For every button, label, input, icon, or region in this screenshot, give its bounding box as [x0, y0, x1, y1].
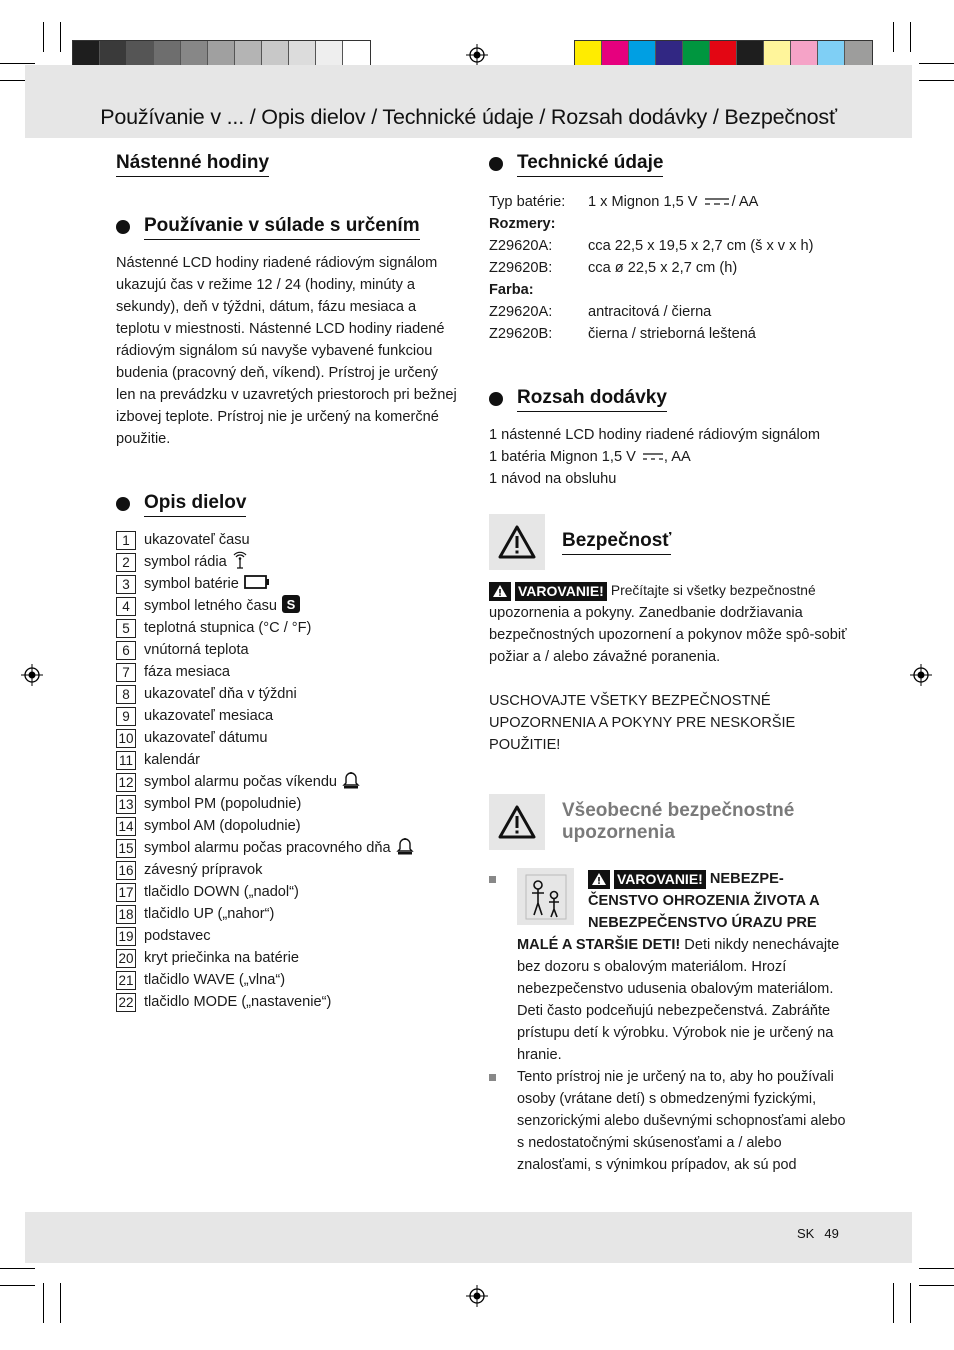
part-item [116, 551, 461, 573]
section-heading-intended [116, 213, 461, 240]
bullet-square-icon [489, 1074, 496, 1081]
general-safety-heading-block [489, 794, 849, 852]
part-label: ukazovateľ času [144, 532, 250, 548]
spec-value [588, 191, 758, 213]
part-label: teplotná stupnica (°C / °F) [144, 620, 312, 636]
part-item [116, 595, 461, 617]
part-number: 6 [116, 641, 136, 660]
dc-symbol-icon [704, 197, 730, 207]
warning-triangle-box [489, 794, 545, 850]
crop-mark [60, 22, 61, 52]
safety-warning [489, 580, 849, 668]
part-item [116, 903, 461, 925]
part-item [116, 661, 461, 683]
part-number: 2 [116, 553, 136, 572]
section-heading-delivery [489, 385, 849, 412]
part-number: 20 [116, 949, 136, 968]
part-label: vnútorná teplota [144, 642, 249, 658]
left-column [116, 150, 461, 1013]
part-item [116, 639, 461, 661]
delivery-item: 1 návod na obsluhu [489, 471, 617, 487]
section-heading-parts [116, 490, 461, 517]
spec-row-battery [489, 191, 849, 213]
crop-mark [910, 22, 911, 52]
spec-value-part: 1 x Mignon 1,5 V [588, 194, 698, 210]
crop-mark [893, 22, 894, 52]
warning-badge-triangle [489, 582, 511, 601]
crop-mark [893, 1283, 894, 1323]
spec-key: Z29620B: [489, 260, 553, 276]
bullet-dot-icon [489, 157, 503, 171]
heading-intended-use: Používanie v súlade s určením [144, 213, 420, 240]
part-number: 3 [116, 575, 136, 594]
bullet-text: Tento prístroj nie je určený na to, aby ho používali osoby (vrátane detí) s obmedzenými fyzickými, senzorickými alebo duševnými schopnosťami alebo s nedostatočnými skúsenosťami a / alebo znalosťami, s výnimkou prípadov, ak sú pod [517, 1069, 846, 1173]
part-label: symbol alarmu počas víkendu [144, 774, 338, 790]
part-number: 4 [116, 597, 136, 616]
safety-bullet-persons [489, 1066, 849, 1176]
heading-delivery: Rozsah dodávky [517, 385, 667, 412]
registration-mark-icon [466, 1285, 488, 1307]
bullet-text: Deti nikdy nenechávajte bez dozoru s obalovým materiálom. Hrozí nebezpečenstvo udusenia obalovým materiálom. Deti často podceňujú nebezpečenstvá. Zabráňte prístupu detí k výrobku. Výrobok nie je určený na hranie. [517, 937, 840, 1063]
part-label: kryt priečinka na batérie [144, 950, 299, 966]
bullet-dot-icon [116, 497, 130, 511]
warning-triangle-icon [497, 804, 537, 840]
spec-value: cca 22,5 x 19,5 x 2,7 cm (š x v x h) [588, 238, 814, 254]
part-item [116, 991, 461, 1013]
part-label: kalendár [144, 752, 200, 768]
spec-key: Typ batérie: [489, 194, 566, 210]
child-warning-pictogram [517, 868, 574, 925]
part-item [116, 969, 461, 991]
part-item [116, 947, 461, 969]
part-number: 1 [116, 531, 136, 550]
part-label: tlačidlo UP („nahor“) [144, 906, 275, 922]
crop-mark [0, 1285, 35, 1286]
crop-mark [919, 1285, 954, 1286]
page-title: Používanie v ... / Opis dielov / Technické údaje / Rozsah dodávky / Bezpečnosť [100, 105, 837, 129]
part-label: tlačidlo DOWN („nadol“) [144, 884, 299, 900]
part-item [116, 749, 461, 771]
part-item [116, 705, 461, 727]
dc-symbol-icon [642, 452, 664, 462]
part-item [116, 815, 461, 837]
part-label: symbol batérie [144, 576, 239, 592]
part-item [116, 573, 461, 595]
spec-value: antracitová / čierna [588, 304, 712, 320]
part-label: symbol AM (dopoludnie) [144, 818, 301, 834]
part-item [116, 837, 461, 859]
heading-safety: Bezpečnosť [562, 528, 671, 555]
part-number: 8 [116, 685, 136, 704]
radio-tower-icon [232, 551, 248, 573]
part-number: 11 [116, 751, 136, 770]
heading-parts: Opis dielov [144, 490, 246, 517]
part-number: 14 [116, 817, 136, 836]
footer-lang: SK [797, 1226, 815, 1241]
part-item [116, 881, 461, 903]
main-heading: Nástenné hodiny [116, 150, 269, 177]
intended-use-text: Nástenné LCD hodiny riadené rádiovým signálom ukazujú čas v režime 12 / 24 (hodiny, minúty a sekundy), deň v týždni, dátum, fázu mesiaca a teplotu v miestnosti. Nástenné LCD hodiny riadené rádiovým signálom sú navyše vybavené funkciou budenia (pracovný deň, víkend). Prístroj je určený len na prevádzku v uzavretých priestoroch pri bežnej izbovej teplote. Prístroj nie je určený na komerčné použitie. [116, 255, 457, 447]
spec-key: Z29620A: [489, 304, 553, 320]
part-label: ukazovateľ mesiaca [144, 708, 274, 724]
warning-small-icon [591, 872, 607, 886]
battery-icon [244, 575, 270, 593]
color-rows [489, 301, 849, 345]
delivery-item: 1 nástenné LCD hodiny riadené rádiovým signálom [489, 427, 820, 443]
part-number: 5 [116, 619, 136, 638]
spec-group-label: Rozmery: [489, 216, 556, 232]
spec-value: čierna / strieborná leštená [588, 326, 756, 342]
right-column [489, 150, 849, 1176]
part-item [116, 683, 461, 705]
warning-small-icon [492, 584, 508, 598]
part-label: symbol letného času [144, 598, 278, 614]
crop-mark [919, 63, 954, 64]
part-number: 22 [116, 993, 136, 1012]
keep-instructions-text: USCHOVAJTE VŠETKY BEZPEČNOSTNÉ UPOZORNENIA A POKYNY PRE NESKORŠIE POUŽITIE! [489, 693, 796, 753]
main-heading-wrap [116, 150, 461, 177]
part-number: 12 [116, 773, 136, 792]
part-item [116, 529, 461, 551]
part-label: tlačidlo MODE („nastavenie“) [144, 994, 332, 1010]
part-number: 18 [116, 905, 136, 924]
crop-mark [919, 1268, 954, 1269]
crop-mark [0, 63, 35, 64]
alarm-workday-icon [396, 837, 414, 859]
spec-row [489, 257, 849, 279]
warning-text-rest: upozornenia a pokyny. Zanedbanie dodržiavania bezpečnostných upozornení a pokynov môže spô-sobiť požiar a / alebo závažné poranenia. [489, 605, 847, 665]
part-label: symbol rádia [144, 554, 227, 570]
part-item [116, 617, 461, 639]
warning-triangle-box [489, 514, 545, 570]
spec-row [489, 323, 849, 345]
spec-row-color-label [489, 279, 849, 301]
part-number: 9 [116, 707, 136, 726]
spec-value-part: / AA [731, 194, 759, 210]
warning-label: VAROVANIE! [614, 870, 706, 889]
spec-value: cca ø 22,5 x 2,7 cm (h) [588, 260, 738, 276]
part-number: 13 [116, 795, 136, 814]
part-label: symbol alarmu počas pracovného dňa [144, 840, 391, 856]
warning-triangle-icon [497, 524, 537, 560]
part-item [116, 925, 461, 947]
crop-mark [0, 1268, 35, 1269]
dims-rows [489, 235, 849, 279]
part-label: tlačidlo WAVE („vlna“) [144, 972, 286, 988]
warning-badge-triangle [588, 870, 610, 889]
tech-specs [489, 191, 849, 345]
safety-bullet-children [489, 868, 849, 1066]
warning-badge [588, 870, 706, 889]
warning-badge [489, 582, 607, 601]
page-footer [797, 1226, 839, 1241]
delivery-item-part: 1 batéria Mignon 1,5 V [489, 449, 636, 465]
bullet-dot-icon [116, 220, 130, 234]
spec-key: Z29620A: [489, 238, 553, 254]
parts-list [116, 529, 461, 1013]
crop-mark [43, 1283, 44, 1323]
delivery-item-part: , AA [663, 449, 691, 465]
s-box-icon [282, 595, 300, 617]
spec-group-label: Farba: [489, 282, 534, 298]
registration-mark-icon [466, 44, 488, 66]
alarm-weekend-icon [342, 771, 360, 793]
delivery-item [489, 446, 849, 468]
part-item [116, 793, 461, 815]
part-label: podstavec [144, 928, 211, 944]
footer-band [25, 1212, 912, 1263]
warning-text-first: Prečítajte si všetky bezpečnostné [610, 583, 816, 598]
svg-text:S: S [286, 597, 296, 612]
part-label: závesný prípravok [144, 862, 263, 878]
part-number: 19 [116, 927, 136, 946]
crop-mark [60, 1283, 61, 1323]
bullet-dot-icon [489, 392, 503, 406]
part-number: 21 [116, 971, 136, 990]
crop-mark [43, 22, 44, 52]
bullet-square-icon [489, 876, 496, 883]
part-number: 17 [116, 883, 136, 902]
child-hazard-icon [524, 873, 568, 921]
part-number: 16 [116, 861, 136, 880]
spec-row [489, 301, 849, 323]
spec-key: Z29620B: [489, 326, 553, 342]
heading-tech: Technické údaje [517, 150, 663, 177]
warning-label: VAROVANIE! [515, 582, 607, 601]
registration-mark-icon [910, 664, 932, 686]
crop-mark [910, 1283, 911, 1323]
part-item [116, 859, 461, 881]
part-item [116, 771, 461, 793]
spec-row [489, 235, 849, 257]
part-label: symbol PM (popoludnie) [144, 796, 302, 812]
bullet-upper-text: NEBEZPE-ČENSTVO OHROZENIA ŽIVOTA A NEBEZPEČENSTVO ÚRAZU PRE MALÉ A STARŠIE DETI! [517, 871, 820, 953]
part-item [116, 727, 461, 749]
section-heading-tech [489, 150, 849, 177]
crop-mark [919, 80, 954, 81]
delivery-list [489, 424, 849, 490]
safety-heading-block [489, 514, 849, 572]
part-label: ukazovateľ dátumu [144, 730, 268, 746]
part-number: 15 [116, 839, 136, 858]
page-number: 49 [824, 1226, 839, 1241]
part-number: 10 [116, 729, 136, 748]
spec-row-dims-label [489, 213, 849, 235]
part-number: 7 [116, 663, 136, 682]
registration-mark-icon [21, 664, 43, 686]
heading-general-safety: Všeobecné bezpečnostné upozornenia [562, 800, 795, 843]
part-label: fáza mesiaca [144, 664, 230, 680]
part-label: ukazovateľ dňa v týždni [144, 686, 297, 702]
